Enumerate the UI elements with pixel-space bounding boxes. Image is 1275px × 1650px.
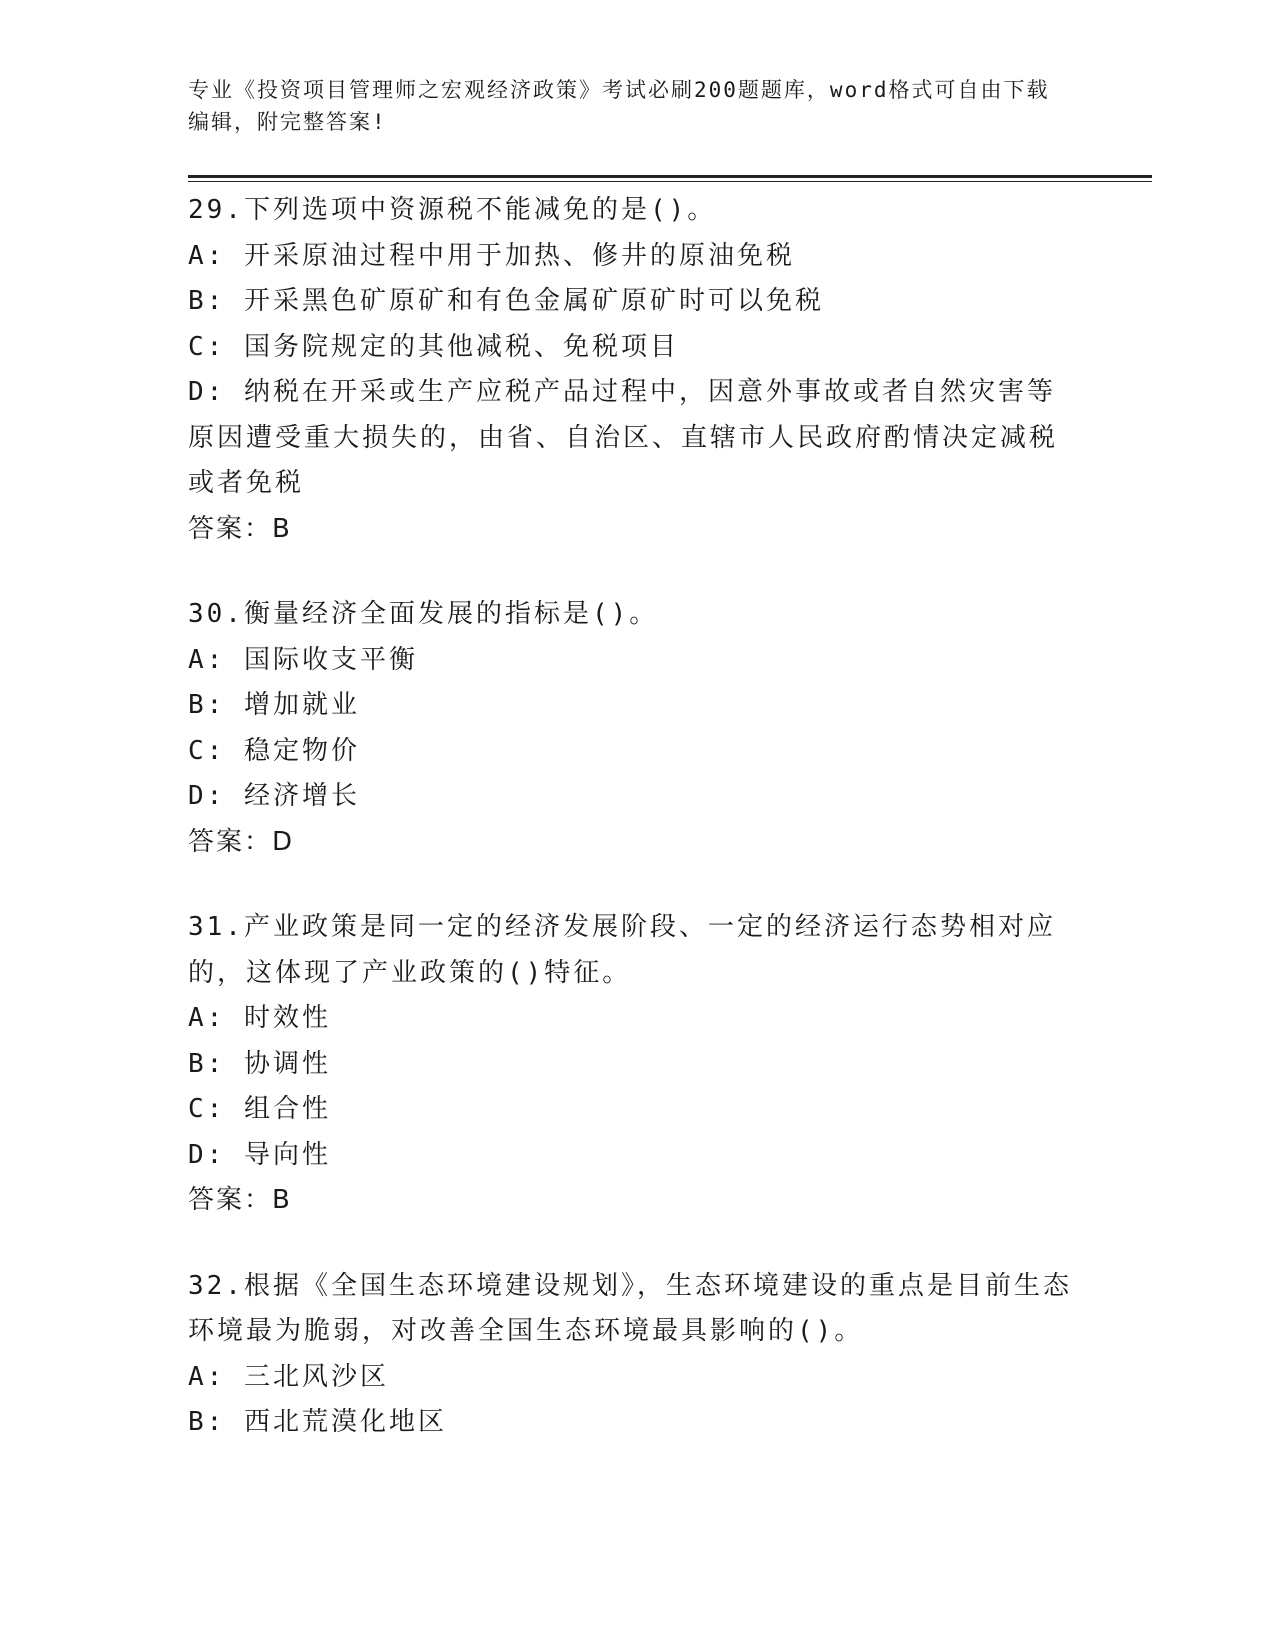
question-32 — [188, 1264, 1088, 1446]
option-a: A: 开采原油过程中用于加热、修井的原油免税 — [188, 240, 795, 271]
question-stem: 31.产业政策是同一定的经济发展阶段、一定的经济运行态势相对应的，这体现了产业政策的()特征。 — [188, 912, 1056, 988]
question-30 — [188, 592, 1088, 865]
option-b: B: 协调性 — [188, 1048, 331, 1079]
question-29 — [188, 188, 1088, 552]
header-divider — [188, 175, 1152, 178]
header-divider-thin — [188, 181, 1152, 182]
question-stem: 32.根据《全国生态环境建设规划》，生态环境建设的重点是目前生态环境最为脆弱，对改善全国生态环境最具影响的()。 — [188, 1270, 1072, 1346]
option-b: B: 开采黑色矿原矿和有色金属矿原矿时可以免税 — [188, 286, 824, 316]
option-a: A: 时效性 — [188, 1003, 331, 1033]
option-c: C: 稳定物价 — [188, 735, 360, 766]
option-d: D: 纳税在开采或生产应税产品过程中，因意外事故或者自然灾害等原因遭受重大损失的，由省、自治区、直辖市人民政府酌情决定减税或者免税 — [188, 377, 1059, 498]
option-c: C: 组合性 — [188, 1094, 331, 1124]
question-stem: 30.衡量经济全面发展的指标是()。 — [188, 599, 659, 629]
option-d: D: 导向性 — [188, 1139, 331, 1170]
document-header: 专业《投资项目管理师之宏观经济政策》考试必刷200题题库，word格式可自由下载编辑，附完整答案! — [188, 78, 1050, 134]
question-31 — [188, 905, 1088, 1224]
option-d: D: 经济增长 — [188, 781, 360, 811]
question-stem: 29.下列选项中资源税不能减免的是()。 — [188, 195, 717, 225]
option-b: B: 西北荒漠化地区 — [188, 1407, 447, 1437]
option-a: A: 国际收支平衡 — [188, 644, 418, 675]
option-a: A: 三北风沙区 — [188, 1361, 389, 1392]
answer-label: 答案：D — [188, 826, 295, 857]
answer-label: 答案：B — [188, 1185, 292, 1215]
option-b: B: 增加就业 — [188, 690, 360, 720]
option-c: C: 国务院规定的其他减税、免税项目 — [188, 331, 679, 362]
question-list — [188, 188, 1088, 1486]
answer-label: 答案：B — [188, 513, 292, 544]
